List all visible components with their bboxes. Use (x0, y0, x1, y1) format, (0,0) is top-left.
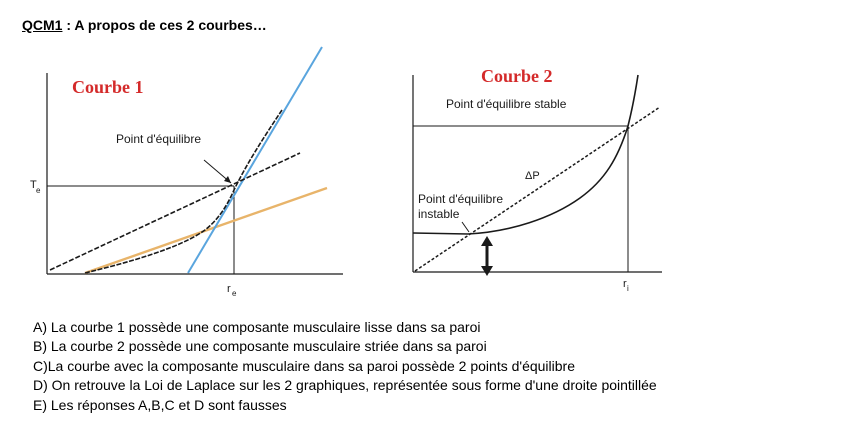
curve1-blue-line (188, 47, 322, 273)
curve1-title: Courbe 1 (72, 77, 144, 97)
curve2-unstable-pointer (462, 222, 469, 232)
curve1-orange-line (85, 188, 327, 273)
answer-list (33, 318, 657, 415)
curve1-y-label: T (30, 179, 37, 191)
curve1-annotation: Point d'équilibre (116, 132, 202, 146)
curve1-y-sub: e (36, 186, 41, 195)
curve1-figure (30, 47, 343, 298)
answer-a: A) La courbe 1 possède une composante musculaire lisse dans sa paroi (33, 319, 481, 335)
curve2-delta-label: ΔP (525, 170, 540, 182)
curve2-stable-label: Point d'équilibre stable (446, 97, 567, 111)
curve1-x-label: r (227, 283, 231, 295)
curve2-arrow-up (481, 236, 493, 246)
answer-c: C)La courbe avec la composante musculaire dans sa paroi possède 2 points d'équilibre (33, 357, 575, 374)
qcm-label: QCM1 (22, 17, 63, 33)
curve2-x-sub: i (627, 284, 629, 293)
curve2-x-label: r (623, 278, 627, 290)
curve1-arrow-head (224, 176, 231, 183)
question-text: : A propos de ces 2 courbes… (62, 17, 267, 33)
curve2-unstable-label-2: instable (418, 207, 460, 221)
curve2-figure (413, 66, 662, 293)
answer-d: D) On retrouve la Loi de Laplace sur les 2 graphiques, représentée sous forme d'une droite pointillée (33, 377, 657, 394)
answer-b: B) La courbe 2 possède une composante musculaire striée dans sa paroi (33, 338, 487, 355)
curve2-dashed-line (415, 107, 660, 271)
curve2-title: Courbe 2 (481, 66, 553, 86)
curve2-unstable-label-1: Point d'équilibre (418, 192, 504, 206)
curve2-arrow-down (481, 266, 493, 276)
answer-e: E) Les réponses A,B,C et D sont fausses (33, 396, 287, 413)
curve1-x-sub: e (232, 289, 237, 298)
